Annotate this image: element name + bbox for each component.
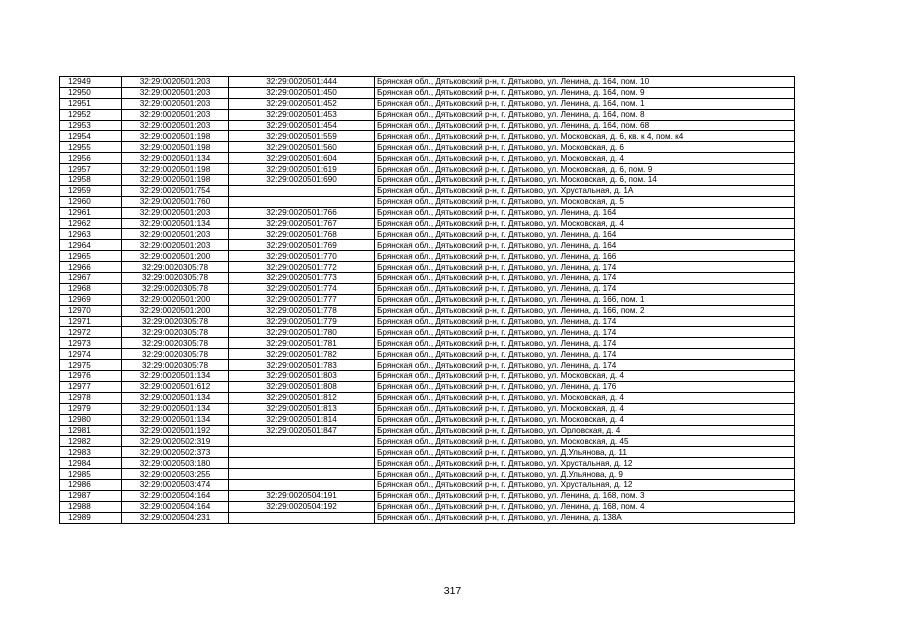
table-row [60,283,795,294]
parcel-cadastral-number-cell: 32:29:0020501:203 [122,87,229,98]
address-cell: Брянская обл., Дятьковский р-н, г. Дятьково, ул. Ленина, д. 164, пом. 68 [375,120,795,131]
address-cell: Брянская обл., Дятьковский р-н, г. Дятьково, ул. Ленина, д. 166, пом. 1 [375,294,795,305]
address-cell: Брянская обл., Дятьковский р-н, г. Дятьково, ул. Ленина, д. 164 [375,240,795,251]
row-number-cell: 12979 [60,403,122,414]
parcel-cadastral-number-cell: 32:29:0020501:760 [122,196,229,207]
table-row [60,425,795,436]
object-cadastral-number-cell: 32:29:0020501:604 [229,153,375,164]
row-number-cell: 12987 [60,490,122,501]
table-row [60,469,795,480]
parcel-cadastral-number-cell: 32:29:0020305:78 [122,273,229,284]
row-number-cell: 12950 [60,87,122,98]
parcel-cadastral-number-cell: 32:29:0020501:754 [122,185,229,196]
parcel-cadastral-number-cell: 32:29:0020503:255 [122,469,229,480]
parcel-cadastral-number-cell: 32:29:0020502:373 [122,447,229,458]
object-cadastral-number-cell: 32:29:0020501:767 [229,218,375,229]
row-number-cell: 12981 [60,425,122,436]
page-number: 317 [443,585,462,597]
row-number-cell: 12985 [60,469,122,480]
row-number-cell: 12965 [60,251,122,262]
row-number-cell: 12988 [60,501,122,512]
row-number-cell: 12986 [60,479,122,490]
address-cell: Брянская обл., Дятьковский р-н, г. Дятьково, ул. Д.Ульянова, д. 11 [375,447,795,458]
parcel-cadastral-number-cell: 32:29:0020503:180 [122,458,229,469]
row-number-cell: 12961 [60,207,122,218]
address-cell: Брянская обл., Дятьковский р-н, г. Дятьково, ул. Московская, д. 6, пом. 9 [375,164,795,175]
row-number-cell: 12958 [60,175,122,186]
row-number-cell: 12978 [60,392,122,403]
parcel-cadastral-number-cell: 32:29:0020504:164 [122,501,229,512]
table-row [60,305,795,316]
address-cell: Брянская обл., Дятьковский р-н, г. Дятьково, ул. Московская, д. 4 [375,371,795,382]
row-number-cell: 12953 [60,120,122,131]
address-cell: Брянская обл., Дятьковский р-н, г. Дятьково, ул. Московская, д. 4 [375,392,795,403]
table-row [60,185,795,196]
object-cadastral-number-cell [229,185,375,196]
address-cell: Брянская обл., Дятьковский р-н, г. Дятьково, ул. Московская, д. 6 [375,142,795,153]
object-cadastral-number-cell: 32:29:0020504:191 [229,490,375,501]
table-row [60,164,795,175]
object-cadastral-number-cell: 32:29:0020501:803 [229,371,375,382]
parcel-cadastral-number-cell: 32:29:0020504:231 [122,512,229,523]
table-row [60,251,795,262]
object-cadastral-number-cell: 32:29:0020501:777 [229,294,375,305]
object-cadastral-number-cell: 32:29:0020501:768 [229,229,375,240]
object-cadastral-number-cell: 32:29:0020501:560 [229,142,375,153]
row-number-cell: 12951 [60,98,122,109]
address-cell: Брянская обл., Дятьковский р-н, г. Дятьково, ул. Московская, д. 4 [375,414,795,425]
table-row [60,207,795,218]
table-row [60,360,795,371]
table-row [60,131,795,142]
object-cadastral-number-cell: 32:29:0020504:192 [229,501,375,512]
address-cell: Брянская обл., Дятьковский р-н, г. Дятьково, ул. Ленина, д. 174 [375,327,795,338]
parcel-cadastral-number-cell: 32:29:0020501:134 [122,153,229,164]
row-number-cell: 12972 [60,327,122,338]
table-row [60,77,795,88]
row-number-cell: 12976 [60,371,122,382]
object-cadastral-number-cell: 32:29:0020501:778 [229,305,375,316]
parcel-cadastral-number-cell: 32:29:0020305:78 [122,262,229,273]
address-cell: Брянская обл., Дятьковский р-н, г. Дятьково, ул. Ленина, д. 174 [375,283,795,294]
row-number-cell: 12970 [60,305,122,316]
row-number-cell: 12955 [60,142,122,153]
address-cell: Брянская обл., Дятьковский р-н, г. Дятьково, ул. Хрустальная, д. 12 [375,458,795,469]
table-body [60,77,795,524]
table-row [60,316,795,327]
parcel-cadastral-number-cell: 32:29:0020501:203 [122,229,229,240]
cadastral-register-table [59,76,795,524]
parcel-cadastral-number-cell: 32:29:0020501:134 [122,414,229,425]
address-cell: Брянская обл., Дятьковский р-н, г. Дятьково, ул. Московская, д. 4 [375,403,795,414]
parcel-cadastral-number-cell: 32:29:0020501:203 [122,240,229,251]
object-cadastral-number-cell: 32:29:0020501:454 [229,120,375,131]
address-cell: Брянская обл., Дятьковский р-н, г. Дятьково, ул. Ленина, д. 164, пом. 10 [375,77,795,88]
address-cell: Брянская обл., Дятьковский р-н, г. Дятьково, ул. Орловская, д. 4 [375,425,795,436]
object-cadastral-number-cell [229,512,375,523]
parcel-cadastral-number-cell: 32:29:0020501:198 [122,164,229,175]
object-cadastral-number-cell: 32:29:0020501:782 [229,349,375,360]
object-cadastral-number-cell [229,447,375,458]
object-cadastral-number-cell: 32:29:0020501:453 [229,109,375,120]
address-cell: Брянская обл., Дятьковский р-н, г. Дятьково, ул. Ленина, д. 166 [375,251,795,262]
object-cadastral-number-cell: 32:29:0020501:783 [229,360,375,371]
parcel-cadastral-number-cell: 32:29:0020501:198 [122,142,229,153]
table-row [60,120,795,131]
object-cadastral-number-cell [229,196,375,207]
address-cell: Брянская обл., Дятьковский р-н, г. Дятьково, ул. Московская, д. 4 [375,218,795,229]
address-cell: Брянская обл., Дятьковский р-н, г. Дятьково, ул. Ленина, д. 168, пом. 3 [375,490,795,501]
row-number-cell: 12960 [60,196,122,207]
table-row [60,414,795,425]
address-cell: Брянская обл., Дятьковский р-н, г. Дятьково, ул. Ленина, д. 166, пом. 2 [375,305,795,316]
row-number-cell: 12973 [60,338,122,349]
object-cadastral-number-cell: 32:29:0020501:781 [229,338,375,349]
parcel-cadastral-number-cell: 32:29:0020501:203 [122,77,229,88]
object-cadastral-number-cell: 32:29:0020501:452 [229,98,375,109]
table-row [60,273,795,284]
table-row [60,142,795,153]
object-cadastral-number-cell: 32:29:0020501:847 [229,425,375,436]
table-row [60,87,795,98]
object-cadastral-number-cell [229,479,375,490]
address-cell: Брянская обл., Дятьковский р-н, г. Дятьково, ул. Московская, д. 4 [375,153,795,164]
object-cadastral-number-cell: 32:29:0020501:690 [229,175,375,186]
parcel-cadastral-number-cell: 32:29:0020305:78 [122,360,229,371]
row-number-cell: 12975 [60,360,122,371]
parcel-cadastral-number-cell: 32:29:0020501:203 [122,109,229,120]
parcel-cadastral-number-cell: 32:29:0020305:78 [122,283,229,294]
row-number-cell: 12969 [60,294,122,305]
table-row [60,501,795,512]
row-number-cell: 12968 [60,283,122,294]
object-cadastral-number-cell: 32:29:0020501:808 [229,381,375,392]
parcel-cadastral-number-cell: 32:29:0020502:319 [122,436,229,447]
object-cadastral-number-cell [229,469,375,480]
table-row [60,294,795,305]
parcel-cadastral-number-cell: 32:29:0020501:134 [122,371,229,382]
row-number-cell: 12984 [60,458,122,469]
object-cadastral-number-cell: 32:29:0020501:619 [229,164,375,175]
table-row [60,392,795,403]
table-row [60,218,795,229]
row-number-cell: 12954 [60,131,122,142]
object-cadastral-number-cell: 32:29:0020501:812 [229,392,375,403]
object-cadastral-number-cell: 32:29:0020501:774 [229,283,375,294]
parcel-cadastral-number-cell: 32:29:0020504:164 [122,490,229,501]
row-number-cell: 12949 [60,77,122,88]
parcel-cadastral-number-cell: 32:29:0020305:78 [122,316,229,327]
parcel-cadastral-number-cell: 32:29:0020305:78 [122,338,229,349]
row-number-cell: 12956 [60,153,122,164]
row-number-cell: 12957 [60,164,122,175]
address-cell: Брянская обл., Дятьковский р-н, г. Дятьково, ул. Ленина, д. 164, пом. 8 [375,109,795,120]
table-row [60,349,795,360]
address-cell: Брянская обл., Дятьковский р-н, г. Дятьково, ул. Московская, д. 6, пом. 14 [375,175,795,186]
parcel-cadastral-number-cell: 32:29:0020305:78 [122,349,229,360]
row-number-cell: 12977 [60,381,122,392]
table-row [60,262,795,273]
address-cell: Брянская обл., Дятьковский р-н, г. Дятьково, ул. Московская, д. 45 [375,436,795,447]
table-row [60,229,795,240]
object-cadastral-number-cell: 32:29:0020501:814 [229,414,375,425]
address-cell: Брянская обл., Дятьковский р-н, г. Дятьково, ул. Ленина, д. 164 [375,229,795,240]
row-number-cell: 12959 [60,185,122,196]
address-cell: Брянская обл., Дятьковский р-н, г. Дятьково, ул. Ленина, д. 164, пом. 1 [375,98,795,109]
table-row [60,447,795,458]
object-cadastral-number-cell: 32:29:0020501:769 [229,240,375,251]
table-row [60,403,795,414]
table-row [60,98,795,109]
parcel-cadastral-number-cell: 32:29:0020501:203 [122,120,229,131]
object-cadastral-number-cell: 32:29:0020501:770 [229,251,375,262]
parcel-cadastral-number-cell: 32:29:0020501:612 [122,381,229,392]
table-row [60,153,795,164]
address-cell: Брянская обл., Дятьковский р-н, г. Дятьково, ул. Ленина, д. 174 [375,338,795,349]
table-row [60,196,795,207]
table-row [60,109,795,120]
address-cell: Брянская обл., Дятьковский р-н, г. Дятьково, ул. Ленина, д. 174 [375,360,795,371]
table-row [60,458,795,469]
address-cell: Брянская обл., Дятьковский р-н, г. Дятьково, ул. Ленина, д. 168, пом. 4 [375,501,795,512]
object-cadastral-number-cell [229,436,375,447]
address-cell: Брянская обл., Дятьковский р-н, г. Дятьково, ул. Московская, д. 6, кв. к 4, пом. к4 [375,131,795,142]
object-cadastral-number-cell: 32:29:0020501:444 [229,77,375,88]
parcel-cadastral-number-cell: 32:29:0020501:134 [122,392,229,403]
address-cell: Брянская обл., Дятьковский р-н, г. Дятьково, ул. Московская, д. 5 [375,196,795,207]
address-cell: Брянская обл., Дятьковский р-н, г. Дятьково, ул. Ленина, д. 164 [375,207,795,218]
address-cell: Брянская обл., Дятьковский р-н, г. Дятьково, ул. Ленина, д. 138А [375,512,795,523]
table-row [60,175,795,186]
object-cadastral-number-cell: 32:29:0020501:813 [229,403,375,414]
table-row [60,479,795,490]
row-number-cell: 12963 [60,229,122,240]
parcel-cadastral-number-cell: 32:29:0020501:134 [122,218,229,229]
parcel-cadastral-number-cell: 32:29:0020501:200 [122,251,229,262]
table-row [60,381,795,392]
table-row [60,436,795,447]
parcel-cadastral-number-cell: 32:29:0020501:192 [122,425,229,436]
parcel-cadastral-number-cell: 32:29:0020501:200 [122,305,229,316]
row-number-cell: 12964 [60,240,122,251]
parcel-cadastral-number-cell: 32:29:0020501:203 [122,207,229,218]
object-cadastral-number-cell: 32:29:0020501:766 [229,207,375,218]
row-number-cell: 12952 [60,109,122,120]
object-cadastral-number-cell: 32:29:0020501:559 [229,131,375,142]
object-cadastral-number-cell: 32:29:0020501:779 [229,316,375,327]
parcel-cadastral-number-cell: 32:29:0020501:200 [122,294,229,305]
table-row [60,240,795,251]
object-cadastral-number-cell: 32:29:0020501:780 [229,327,375,338]
row-number-cell: 12980 [60,414,122,425]
address-cell: Брянская обл., Дятьковский р-н, г. Дятьково, ул. Ленина, д. 164, пом. 9 [375,87,795,98]
object-cadastral-number-cell: 32:29:0020501:772 [229,262,375,273]
address-cell: Брянская обл., Дятьковский р-н, г. Дятьково, ул. Хрустальная, д. 12 [375,479,795,490]
table-row [60,338,795,349]
row-number-cell: 12971 [60,316,122,327]
row-number-cell: 12967 [60,273,122,284]
row-number-cell: 12982 [60,436,122,447]
row-number-cell: 12983 [60,447,122,458]
row-number-cell: 12966 [60,262,122,273]
address-cell: Брянская обл., Дятьковский р-н, г. Дятьково, ул. Ленина, д. 174 [375,262,795,273]
address-cell: Брянская обл., Дятьковский р-н, г. Дятьково, ул. Хрустальная, д. 1А [375,185,795,196]
parcel-cadastral-number-cell: 32:29:0020503:474 [122,479,229,490]
address-cell: Брянская обл., Дятьковский р-н, г. Дятьково, ул. Ленина, д. 174 [375,273,795,284]
parcel-cadastral-number-cell: 32:29:0020501:134 [122,403,229,414]
parcel-cadastral-number-cell: 32:29:0020305:78 [122,327,229,338]
address-cell: Брянская обл., Дятьковский р-н, г. Дятьково, ул. Ленина, д. 174 [375,316,795,327]
object-cadastral-number-cell: 32:29:0020501:450 [229,87,375,98]
row-number-cell: 12989 [60,512,122,523]
parcel-cadastral-number-cell: 32:29:0020501:198 [122,175,229,186]
table-row [60,371,795,382]
parcel-cadastral-number-cell: 32:29:0020501:203 [122,98,229,109]
table-row [60,512,795,523]
row-number-cell: 12974 [60,349,122,360]
address-cell: Брянская обл., Дятьковский р-н, г. Дятьково, ул. Д.Ульянова, д. 9 [375,469,795,480]
parcel-cadastral-number-cell: 32:29:0020501:198 [122,131,229,142]
row-number-cell: 12962 [60,218,122,229]
table-row [60,490,795,501]
address-cell: Брянская обл., Дятьковский р-н, г. Дятьково, ул. Ленина, д. 174 [375,349,795,360]
address-cell: Брянская обл., Дятьковский р-н, г. Дятьково, ул. Ленина, д. 176 [375,381,795,392]
object-cadastral-number-cell: 32:29:0020501:773 [229,273,375,284]
object-cadastral-number-cell [229,458,375,469]
table-row [60,327,795,338]
